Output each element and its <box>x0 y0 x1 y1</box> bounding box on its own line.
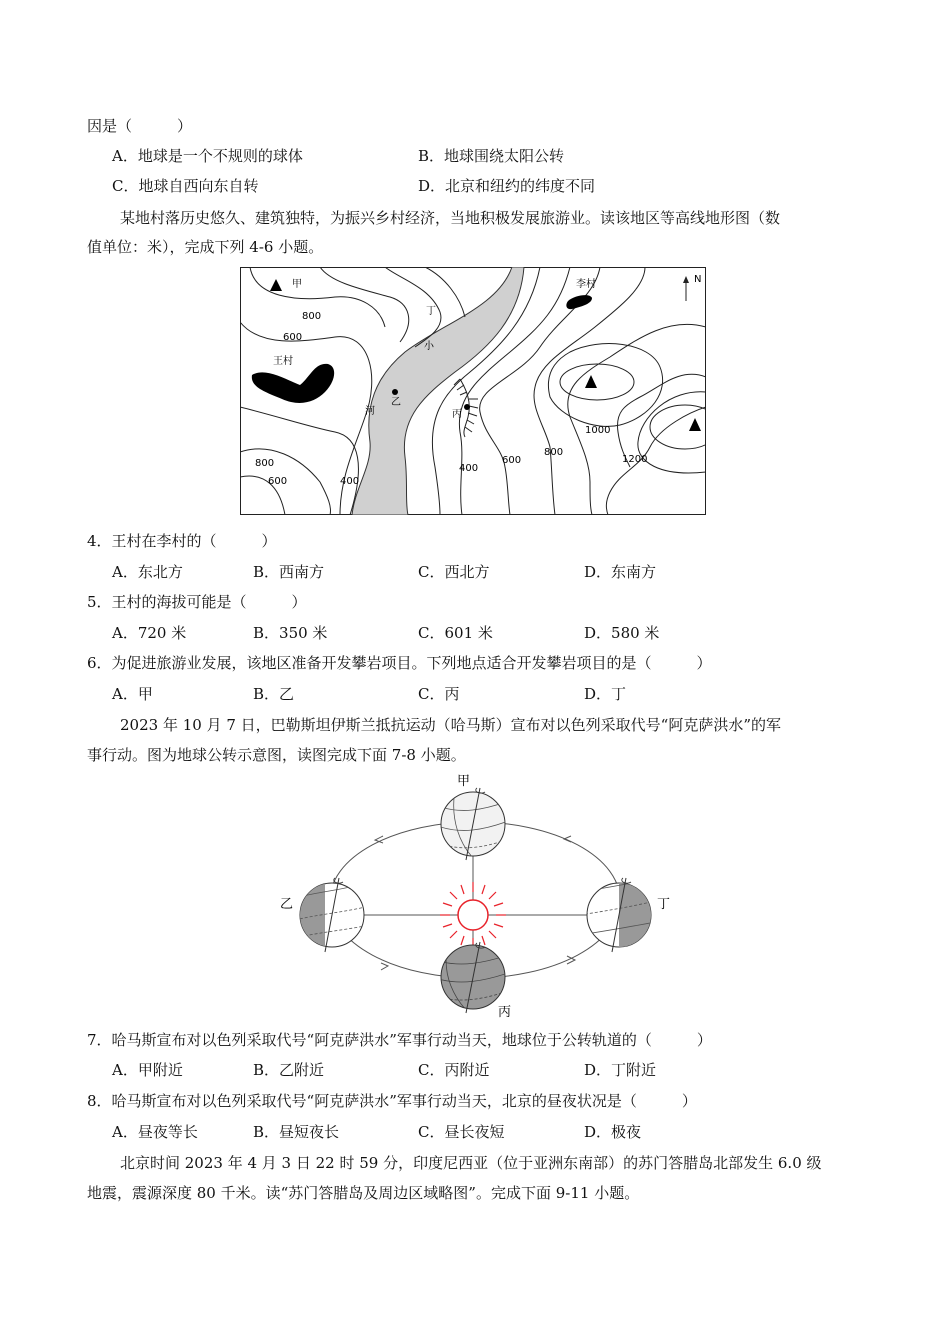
earth-ding <box>580 878 659 953</box>
contour-label: 1200 <box>622 454 648 465</box>
north-label: N <box>694 274 702 285</box>
q7-option-d: D．丁附近 <box>584 1061 657 1079</box>
contour-label: 800 <box>302 311 322 322</box>
q8-option-a: A．昼夜等长 <box>112 1123 198 1141</box>
q6-option-b: B．乙 <box>253 685 295 703</box>
q3-stem: 因是（ ） <box>87 117 193 135</box>
passage3-line2: 地震，震源深度 80 千米。读“苏门答腊岛及周边区域略图”。完成下面 9-11 小题。 <box>87 1184 640 1202</box>
contour-label: 400 <box>459 463 479 474</box>
sun-icon <box>440 882 506 948</box>
q7-option-b: B．乙附近 <box>253 1061 325 1079</box>
q6-option-d: D．丁 <box>584 685 627 703</box>
q4-stem: 4．王村在李村的（ ） <box>87 532 277 550</box>
q4-option-c: C．西北方 <box>418 563 490 581</box>
q6-stem: 6．为促进旅游业发展，该地区准备开发攀岩项目。下列地点适合开发攀岩项目的是（ ） <box>87 654 712 672</box>
contour-label: 800 <box>544 447 564 458</box>
passage1-line2: 值单位：米），完成下列 4-6 小题。 <box>87 238 324 256</box>
label-yi: 乙 <box>391 397 401 408</box>
label-jia: 甲 <box>457 774 471 789</box>
contour-label: 600 <box>502 455 522 466</box>
contour-label: 600 <box>283 332 303 343</box>
q5-option-b: B．350 米 <box>253 624 328 642</box>
q8-option-b: B．昼短夜长 <box>253 1123 340 1141</box>
q6-option-c: C．丙 <box>418 685 460 703</box>
contour-label: 600 <box>268 476 288 487</box>
passage3-line1: 北京时间 2023 年 4 月 3 日 22 时 59 分，印度尼西亚（位于亚洲东南部）的苏门答腊岛北部发生 6.0 级 <box>120 1154 822 1172</box>
q5-option-c: C．601 米 <box>418 624 493 642</box>
point-bing <box>464 404 470 410</box>
label-licun: 李村 <box>576 279 596 290</box>
q4-option-a: A．东北方 <box>112 563 183 581</box>
q7-option-c: C．丙附近 <box>418 1061 490 1079</box>
q4-option-b: B．西南方 <box>253 563 325 581</box>
contour-label: 800 <box>255 458 275 469</box>
label-wangcun: 王村 <box>273 356 293 367</box>
passage2-line2: 事行动。图为地球公转示意图，读图完成下面 7-8 小题。 <box>87 746 466 764</box>
passage2-line1: 2023 年 10 月 7 日，巴勒斯坦伊斯兰抵抗运动（哈马斯）宣布对以色列采取代号“阿克萨洪水”的军 <box>120 716 781 734</box>
label-xiao: 小 <box>424 341 434 352</box>
contour-label: 400 <box>340 476 360 487</box>
q5-option-d: D．580 米 <box>584 624 660 642</box>
contour-map <box>240 267 706 515</box>
q3-option-d: D．北京和纽约的纬度不同 <box>418 177 596 195</box>
q5-option-a: A．720 米 <box>112 624 187 642</box>
label-bing: 丙 <box>498 1005 512 1020</box>
label-yi: 乙 <box>280 897 294 912</box>
contour-label: 1000 <box>585 425 611 436</box>
earth-yi <box>295 878 370 953</box>
label-bing: 丙 <box>452 409 462 420</box>
label-ding: 丁 <box>657 897 671 912</box>
q3-option-c: C．地球自西向东自转 <box>112 177 259 195</box>
q8-stem: 8．哈马斯宣布对以色列采取代号“阿克萨洪水”军事行动当天，北京的昼夜状况是（ ） <box>87 1092 697 1110</box>
q6-option-a: A．甲 <box>112 685 153 703</box>
earth-jia <box>435 788 511 860</box>
label-he: 河 <box>365 406 375 417</box>
point-yi <box>392 389 398 395</box>
q8-option-c: C．昼长夜短 <box>418 1123 505 1141</box>
q7-stem: 7．哈马斯宣布对以色列采取代号“阿克萨洪水”军事行动当天，地球位于公转轨道的（ ） <box>87 1031 712 1049</box>
q8-option-d: D．极夜 <box>584 1123 642 1141</box>
q5-stem: 5．王村的海拔可能是（ ） <box>87 593 307 611</box>
orbit-diagram <box>275 770 675 1020</box>
label-ding: 丁 <box>426 306 436 317</box>
q7-option-a: A．甲附近 <box>112 1061 183 1079</box>
q3-option-b: B．地球围绕太阳公转 <box>418 147 565 165</box>
q3-option-a: A．地球是一个不规则的球体 <box>112 147 303 165</box>
q4-option-d: D．东南方 <box>584 563 657 581</box>
passage1-line1: 某地村落历史悠久、建筑独特，为振兴乡村经济，当地积极发展旅游业。读该地区等高线地形图（数 <box>120 209 781 227</box>
label-jia: 甲 <box>292 279 302 290</box>
